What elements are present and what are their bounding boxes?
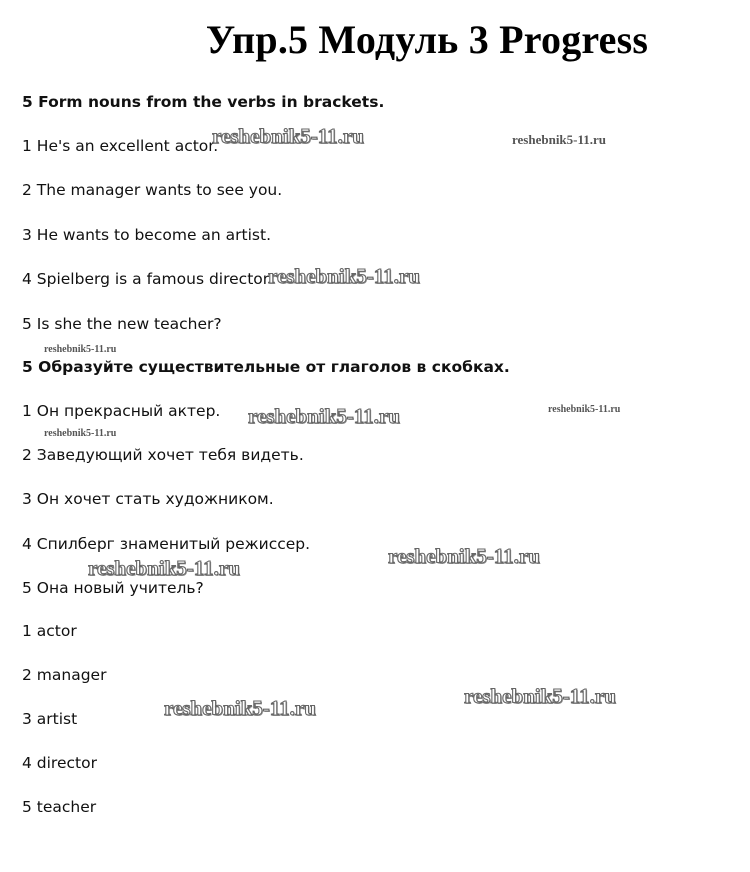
- task-heading-en: 5 Form nouns from the verbs in brackets.: [22, 93, 385, 111]
- watermark: reshebnik5-11.ru: [268, 264, 420, 288]
- sentence-en-1: 1 He's an excellent actor.: [22, 137, 219, 155]
- watermark: reshebnik5-11.ru: [248, 404, 400, 428]
- sentence-en-5: 5 Is she the new teacher?: [22, 315, 222, 333]
- answer-1: 1 actor: [22, 622, 77, 640]
- sentence-en-2: 2 The manager wants to see you.: [22, 181, 283, 199]
- answer-5: 5 teacher: [22, 798, 97, 816]
- answer-3: 3 artist: [22, 710, 78, 728]
- sentence-ru-2: 2 Заведующий хочет тебя видеть.: [22, 446, 304, 464]
- sentence-ru-3: 3 Он хочет стать художником.: [22, 490, 274, 508]
- watermark: reshebnik5-11.ru: [548, 404, 621, 415]
- sentence-en-4: 4 Spielberg is a famous director.: [22, 270, 273, 288]
- sentence-en-3: 3 He wants to become an artist.: [22, 226, 271, 244]
- sentence-ru-5: 5 Она новый учитель?: [22, 579, 204, 597]
- watermark: reshebnik5-11.ru: [88, 556, 240, 580]
- sentence-ru-4: 4 Спилберг знаменитый режиссер.: [22, 535, 311, 553]
- answer-2: 2 manager: [22, 666, 107, 684]
- watermark: reshebnik5-11.ru: [388, 544, 540, 568]
- task-heading-ru: 5 Образуйте существительные от глаголов в скобках.: [22, 358, 510, 376]
- watermark: reshebnik5-11.ru: [512, 132, 607, 147]
- watermark: reshebnik5-11.ru: [44, 428, 117, 439]
- page-title: Упр.5 Модуль 3 Progress: [205, 17, 649, 62]
- sentence-ru-1: 1 Он прекрасный актер.: [22, 402, 221, 420]
- watermark: reshebnik5-11.ru: [44, 344, 117, 355]
- answer-4: 4 director: [22, 754, 97, 772]
- watermark: reshebnik5-11.ru: [212, 124, 364, 148]
- watermark: reshebnik5-11.ru: [464, 684, 616, 708]
- watermark: reshebnik5-11.ru: [164, 696, 316, 720]
